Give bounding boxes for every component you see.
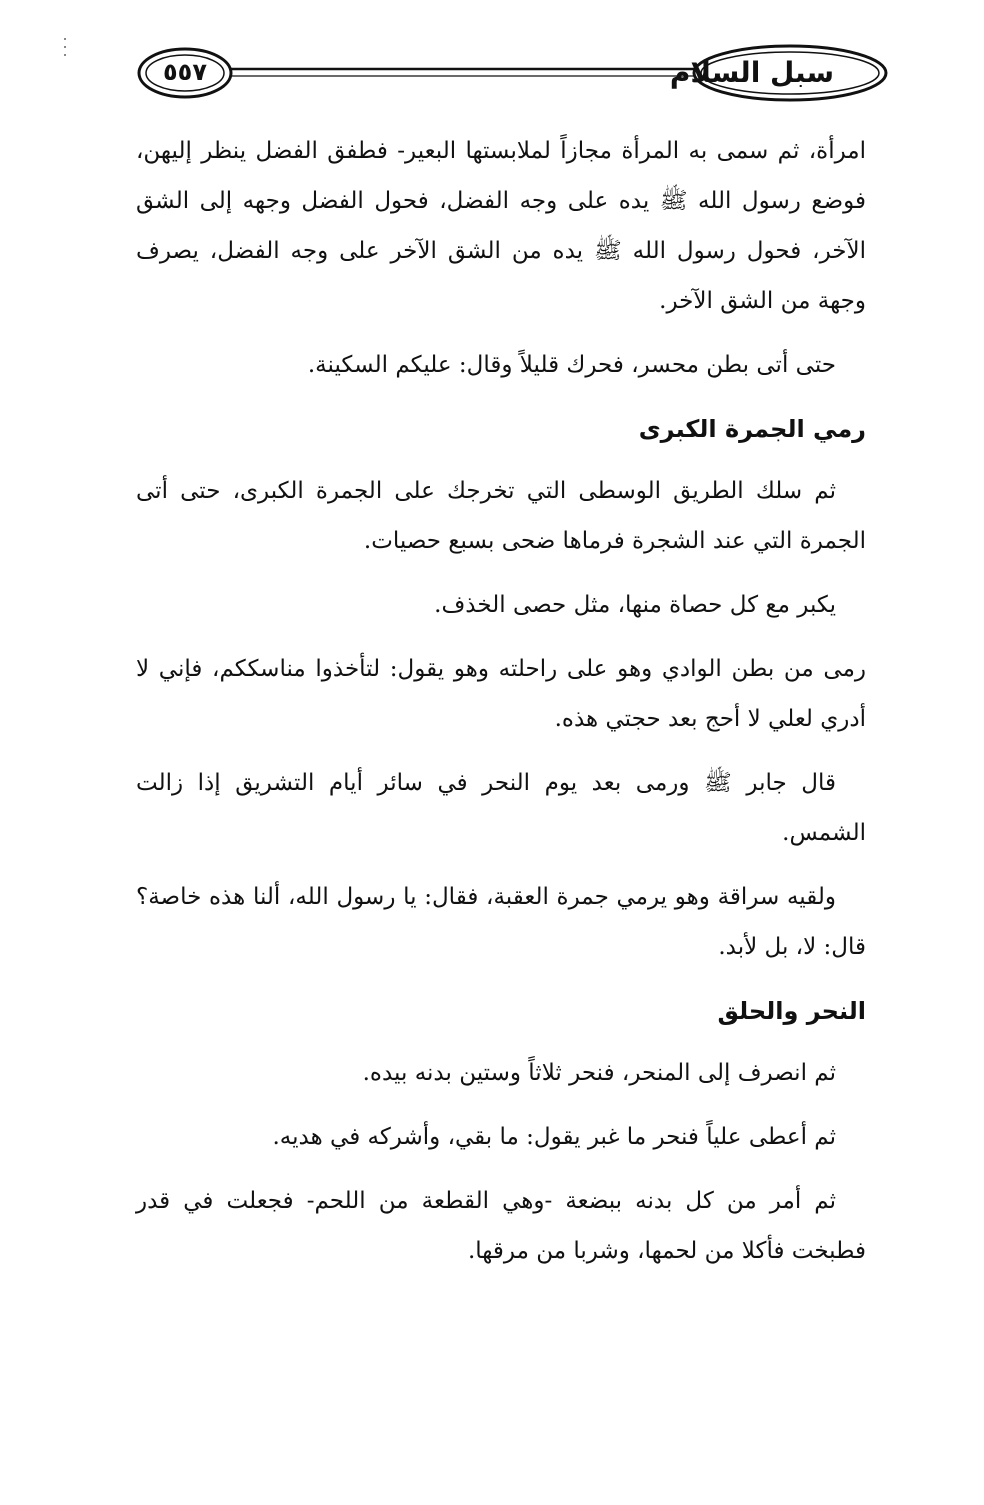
paragraph-2: حتى أتى بطن محسر، فحرك قليلاً وقال: عليكم السكينة. xyxy=(307,352,836,378)
paragraph-10: ثم أمر من كل بدنه ببضعة -وهي القطعة من اللحم- فجعلت في قدر فطبخت فأكلا من لحمها، وشربا من مرقها. xyxy=(136,1188,866,1264)
paragraph-7: ولقيه سراقة وهو يرمي جمرة العقبة، فقال: يا رسول الله، ألنا هذه خاصة؟ قال: لا، بل لأبد. xyxy=(136,884,866,960)
page-body xyxy=(136,126,866,1290)
paragraph-8: ثم انصرف إلى المنحر، فنحر ثلاثاً وستين بدنه بيده. xyxy=(362,1060,836,1086)
section-heading-jamra: رمي الجمرة الكبرى xyxy=(638,415,866,443)
paragraph-9: ثم أعطى علياً فنحر ما غبر يقول: ما بقي، وأشركه في هديه. xyxy=(272,1124,836,1150)
book-title: سبل السلام xyxy=(669,56,834,89)
paragraph-3: ثم سلك الطريق الوسطى التي تخرجك على الجمرة الكبرى، حتى أتى الجمرة التي عند الشجرة فرماها ضحى بسبع حصيات. xyxy=(136,478,866,554)
section-heading-nahr: النحر والحلق xyxy=(717,997,866,1025)
paragraph-1: امرأة، ثم سمى به المرأة مجازاً لملابستها البعير- فطفق الفضل ينظر إليهن، فوضع رسول الله ﷺ يده على وجه الفضل، فحول الفضل وجهه إلى الشق الآخر، فحول رسول الله ﷺ يده من الشق الآخر على وجه الفضل، يصرف وجهة من الشق الآخر. xyxy=(136,138,866,314)
page-number: ٥٥٧ xyxy=(163,58,207,86)
paragraph-6: قال جابر ﷺ ورمى بعد يوم النحر في سائر أيام التشريق إذا زالت الشمس. xyxy=(136,770,866,846)
paragraph-4: يكبر مع كل حصاة منها، مثل حصى الخذف. xyxy=(434,592,836,618)
page-header xyxy=(130,38,890,108)
paragraph-5: رمى من بطن الوادي وهو على راحلته وهو يقول: لتأخذوا مناسككم، فإني لا أدري لعلي لا أحج بعد حجتي هذه. xyxy=(136,656,866,732)
margin-dots xyxy=(64,38,66,62)
